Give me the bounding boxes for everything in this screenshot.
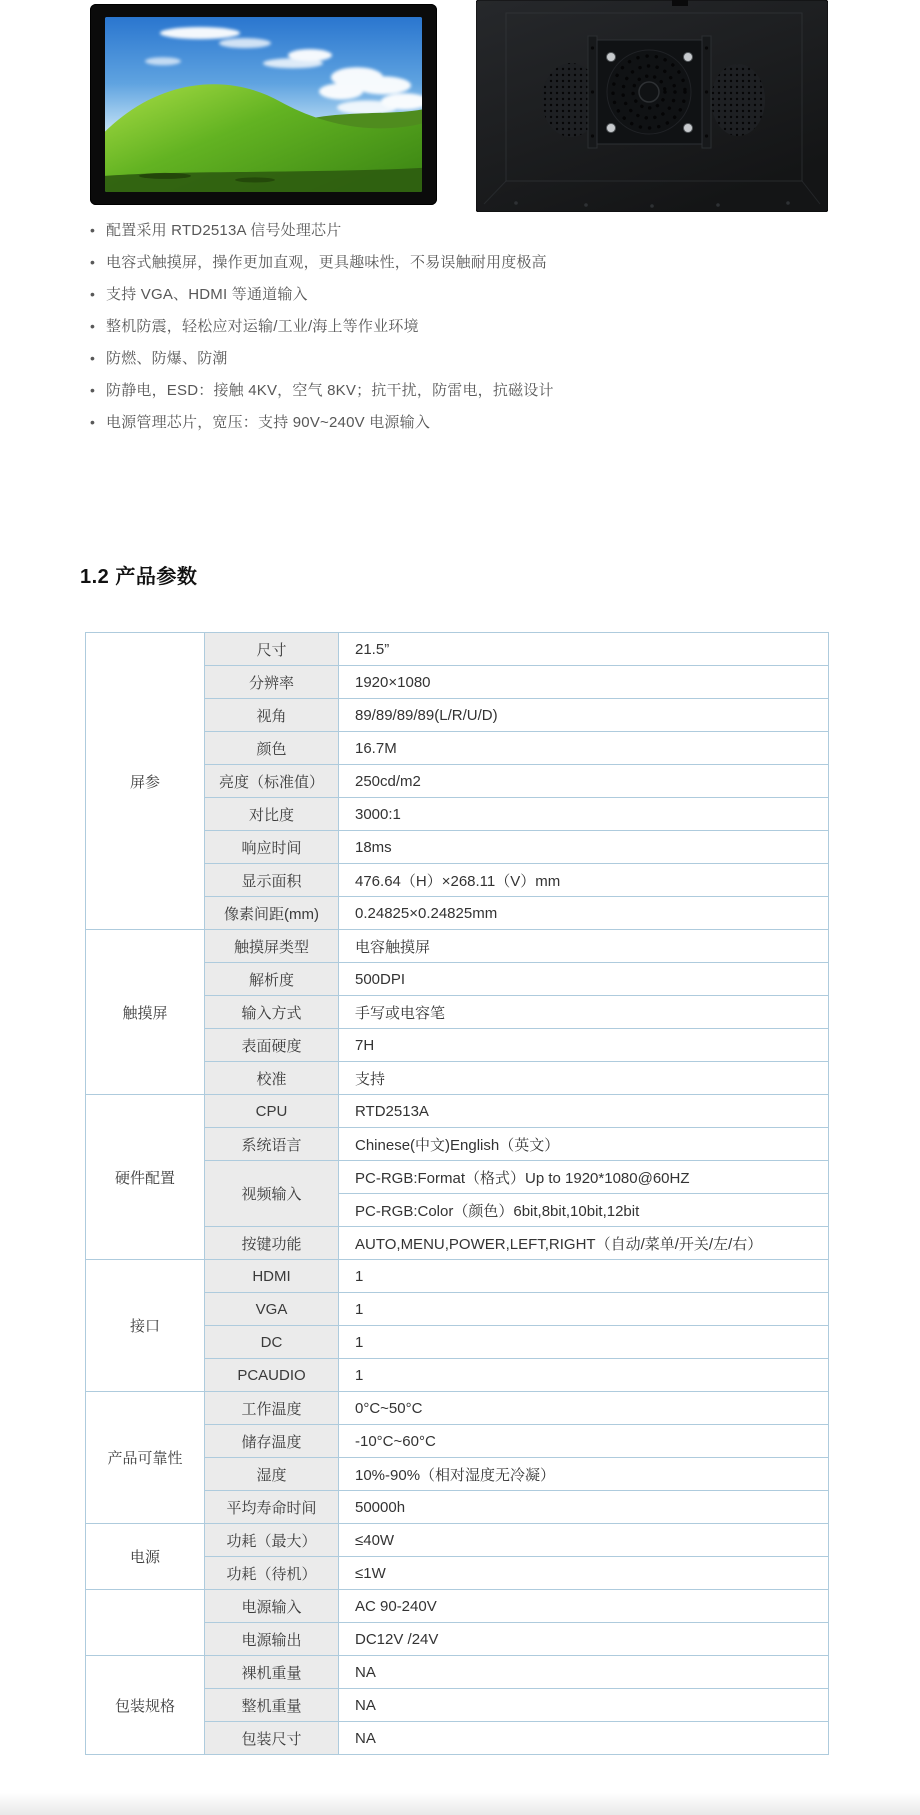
vent-grid-right: [711, 64, 765, 136]
spec-value-cell: 1: [339, 1260, 829, 1293]
spec-param-cell: 输入方式: [205, 996, 339, 1029]
monitor-screen-wallpaper: [105, 17, 422, 192]
spec-param-cell: 平均寿命时间: [205, 1491, 339, 1524]
spec-value-cell: 10%-90%（相对湿度无冷凝）: [339, 1458, 829, 1491]
spec-value-cell: 500DPI: [339, 963, 829, 996]
spec-value-cell: Chinese(中文)English（英文）: [339, 1128, 829, 1161]
monitor-front-photo: [90, 4, 437, 205]
spec-category-cell: 接口: [86, 1260, 205, 1392]
monitor-back-image: [476, 0, 828, 212]
spec-value-cell: 18ms: [339, 831, 829, 864]
spec-value-cell: AUTO,MENU,POWER,LEFT,RIGHT（自动/菜单/开关/左/右）: [339, 1227, 829, 1260]
spec-param-cell: 电源输入: [205, 1590, 339, 1623]
spec-category-cell: 包装规格: [86, 1656, 205, 1755]
spec-param-cell: HDMI: [205, 1260, 339, 1293]
spec-value-cell: 21.5”: [339, 633, 829, 666]
spec-value-cell: 1: [339, 1359, 829, 1392]
spec-param-cell: 整机重量: [205, 1689, 339, 1722]
spec-value-cell: AC 90-240V: [339, 1590, 829, 1623]
top-notch: [672, 0, 688, 6]
spec-param-cell: 裸机重量: [205, 1656, 339, 1689]
feature-item: • 支持 VGA、HDMI 等通道输入: [88, 284, 848, 305]
spec-param-cell: 系统语言: [205, 1128, 339, 1161]
spec-value-cell: PC-RGB:Format（格式）Up to 1920*1080@60HZ: [339, 1161, 829, 1194]
spec-value-cell: 7H: [339, 1029, 829, 1062]
spec-row: [86, 1524, 829, 1557]
spec-value-cell: 1: [339, 1326, 829, 1359]
spec-value-cell: 支持: [339, 1062, 829, 1095]
spec-param-cell: 功耗（最大）: [205, 1524, 339, 1557]
spec-row: [86, 1392, 829, 1425]
spec-param-cell: 视角: [205, 699, 339, 732]
feature-item: • 整机防震，轻松应对运输/工业/海上等作业环境: [88, 316, 848, 337]
spec-param-cell: 包装尺寸: [205, 1722, 339, 1755]
spec-param-cell: 视频输入: [205, 1161, 339, 1227]
spec-param-cell: 表面硬度: [205, 1029, 339, 1062]
spec-param-cell: 尺寸: [205, 633, 339, 666]
spec-value-cell: NA: [339, 1689, 829, 1722]
spec-category-cell: 产品可靠性: [86, 1392, 205, 1524]
spec-value-cell: 1920×1080: [339, 666, 829, 699]
spec-param-cell: CPU: [205, 1095, 339, 1128]
spec-param-cell: 分辨率: [205, 666, 339, 699]
page-bottom-strip: [0, 1793, 920, 1815]
spec-value-cell: 50000h: [339, 1491, 829, 1524]
spec-value-cell: ≤40W: [339, 1524, 829, 1557]
spec-value-cell: 89/89/89/89(L/R/U/D): [339, 699, 829, 732]
spec-param-cell: 对比度: [205, 798, 339, 831]
spec-param-cell: 像素间距(mm): [205, 897, 339, 930]
spec-row: [86, 1260, 829, 1293]
spec-category-cell: 屏参: [86, 633, 205, 930]
spec-value-cell: 1: [339, 1293, 829, 1326]
spec-value-cell: NA: [339, 1656, 829, 1689]
spec-row: [86, 1656, 829, 1689]
spec-row: [86, 930, 829, 963]
spec-param-cell: 功耗（待机）: [205, 1557, 339, 1590]
spec-param-cell: 颜色: [205, 732, 339, 765]
feature-item: • 防燃、防爆、防潮: [88, 348, 848, 369]
spec-category-cell: 硬件配置: [86, 1095, 205, 1260]
spec-param-cell: 储存温度: [205, 1425, 339, 1458]
spec-param-cell: VGA: [205, 1293, 339, 1326]
spec-row: [86, 1095, 829, 1128]
spec-value-cell: 手写或电容笔: [339, 996, 829, 1029]
spec-param-cell: 解析度: [205, 963, 339, 996]
spec-value-cell: 3000:1: [339, 798, 829, 831]
spec-value-cell: RTD2513A: [339, 1095, 829, 1128]
spec-param-cell: 按键功能: [205, 1227, 339, 1260]
spec-value-cell: DC12V /24V: [339, 1623, 829, 1656]
spec-value-cell: 0°C~50°C: [339, 1392, 829, 1425]
spec-table-body: [86, 633, 829, 1755]
spec-value-cell: PC-RGB:Color（颜色）6bit,8bit,10bit,12bit: [339, 1194, 829, 1227]
spec-param-cell: 电源输出: [205, 1623, 339, 1656]
spec-row: [86, 633, 829, 666]
spec-param-cell: 工作温度: [205, 1392, 339, 1425]
spec-value-cell: -10°C~60°C: [339, 1425, 829, 1458]
spec-param-cell: 响应时间: [205, 831, 339, 864]
monitor-back-photo: [476, 0, 828, 212]
section-heading: 1.2 产品参数: [80, 566, 198, 588]
feature-item: • 防静电，ESD：接触 4KV，空气 8KV；抗干扰，防雷电，抗磁设计: [88, 380, 848, 401]
spec-param-cell: 触摸屏类型: [205, 930, 339, 963]
spec-category-cell: 电源: [86, 1524, 205, 1590]
spec-value-cell: 16.7M: [339, 732, 829, 765]
spec-param-cell: 显示面积: [205, 864, 339, 897]
feature-list: [88, 220, 848, 444]
spec-param-cell: 湿度: [205, 1458, 339, 1491]
feature-item: • 电容式触摸屏，操作更加直观，更具趣味性，不易误触耐用度极高: [88, 252, 848, 273]
bliss-wallpaper-image: [105, 17, 422, 192]
feature-item: • 电源管理芯片，宽压：支持 90V~240V 电源输入: [88, 412, 848, 433]
spec-param-cell: DC: [205, 1326, 339, 1359]
spec-param-cell: 亮度（标准值）: [205, 765, 339, 798]
spec-value-cell: 250cd/m2: [339, 765, 829, 798]
spec-value-cell: 0.24825×0.24825mm: [339, 897, 829, 930]
spec-param-cell: 校准: [205, 1062, 339, 1095]
spec-value-cell: 电容触摸屏: [339, 930, 829, 963]
spec-value-cell: 476.64（H）×268.11（V）mm: [339, 864, 829, 897]
spec-row: [86, 1590, 829, 1623]
feature-item: • 配置采用 RTD2513A 信号处理芯片: [88, 220, 848, 241]
spec-param-cell: PCAUDIO: [205, 1359, 339, 1392]
spec-value-cell: ≤1W: [339, 1557, 829, 1590]
spec-value-cell: NA: [339, 1722, 829, 1755]
spec-category-cell: 触摸屏: [86, 930, 205, 1095]
spec-table: [85, 632, 829, 1755]
spec-category-cell: [86, 1590, 205, 1656]
